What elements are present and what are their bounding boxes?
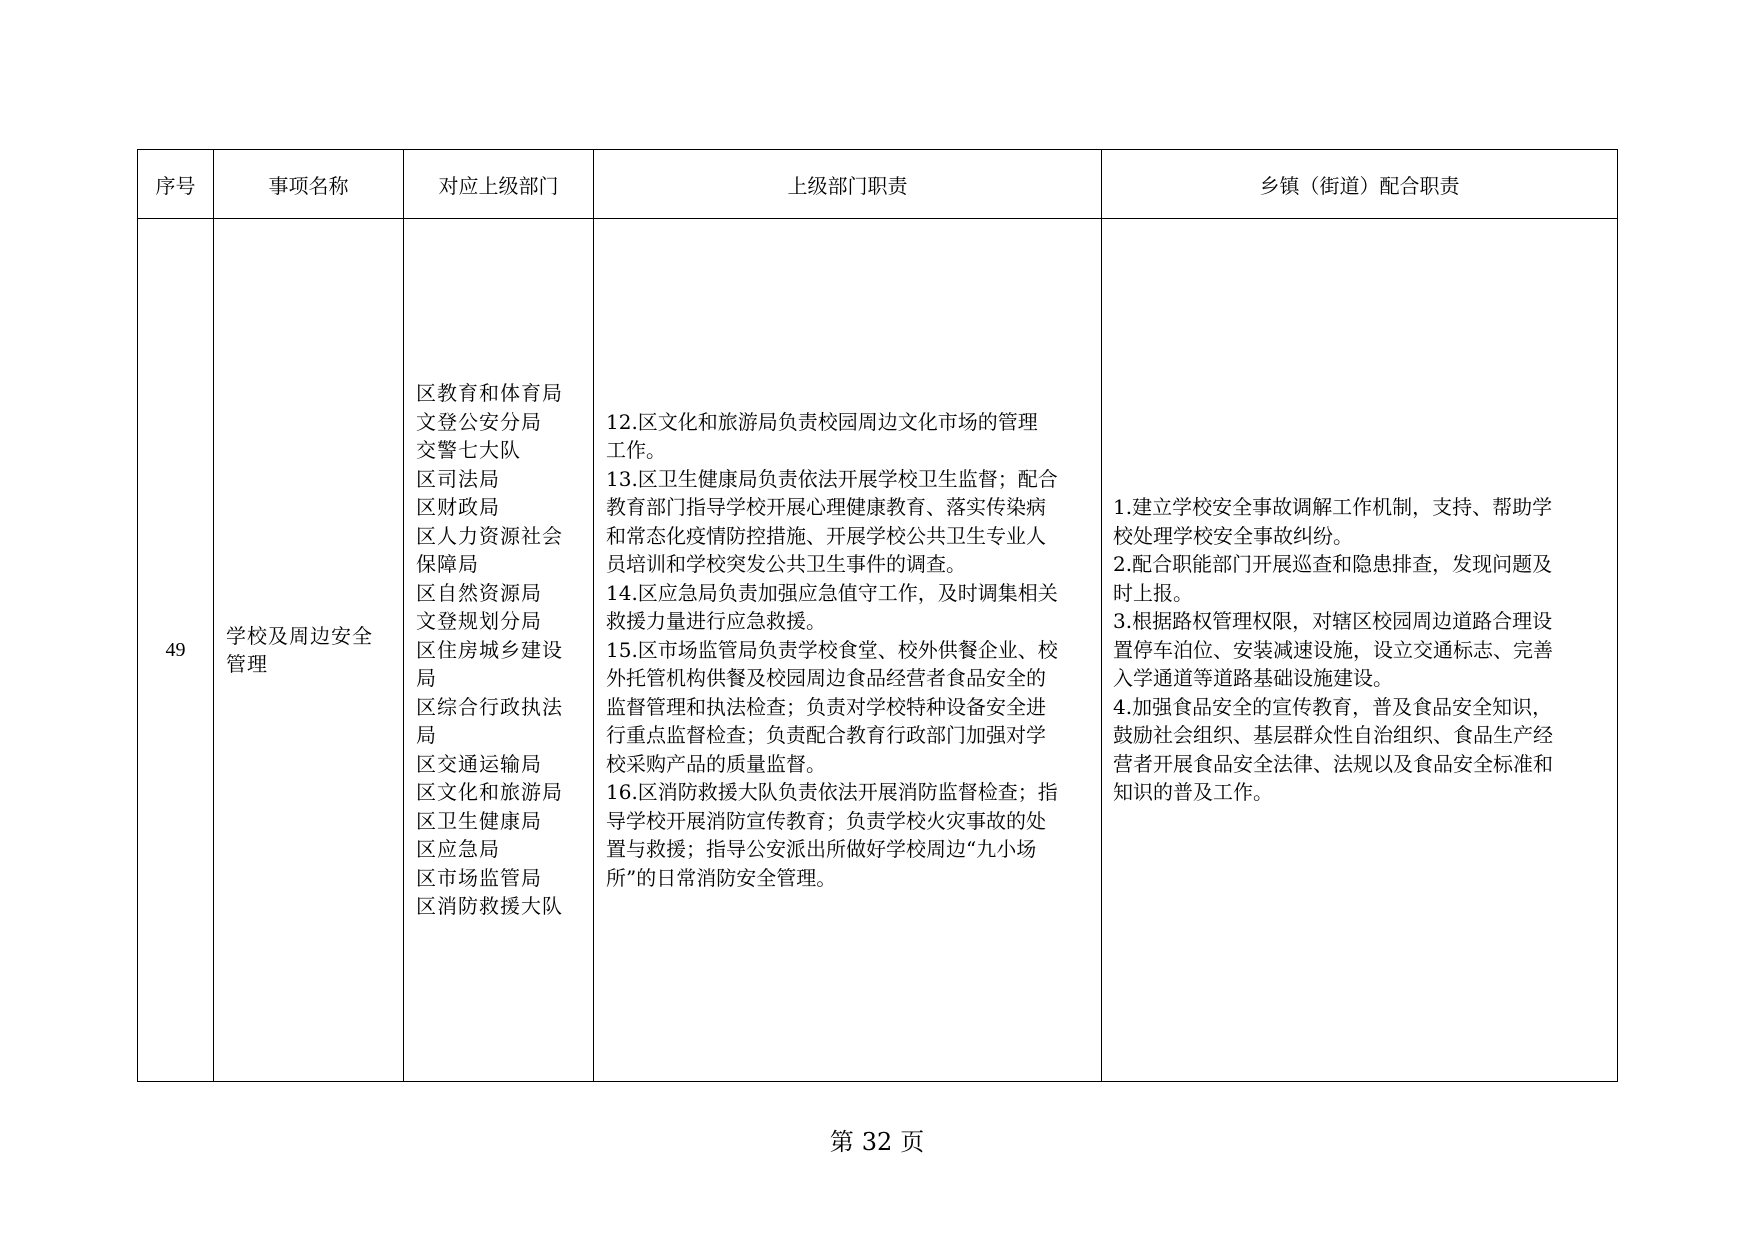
page-number: [0, 1122, 1754, 1157]
duty-line: 员培训和学校突发公共卫生事件的调查。: [606, 552, 966, 577]
duty-line: 救援力量进行应急救援。: [606, 609, 826, 634]
duty-line: 外托管机构供餐及校园周边食品经营者食品安全的: [606, 666, 1046, 691]
town-duty-line: 2.配合职能部门开展巡查和隐患排查，发现问题及: [1113, 552, 1553, 577]
dept-line: 交警七大队: [416, 438, 521, 463]
row-index: 49: [138, 219, 214, 1082]
town-duty-line: 知识的普及工作。: [1113, 780, 1273, 805]
header-town-duties: 乡镇（街道）配合职责: [1102, 150, 1618, 219]
duty-line: 工作。: [606, 438, 666, 463]
dept-line: 区卫生健康局: [416, 808, 542, 833]
dept-line: 区市场监管局: [416, 865, 542, 890]
duty-line: 16.区消防救援大队负责依法开展消防监督检查；指: [606, 780, 1058, 805]
town-duty-line: 3.根据路权管理权限，对辖区校园周边道路合理设: [1113, 609, 1553, 634]
duty-line: 12.区文化和旅游局负责校园周边文化市场的管理: [606, 409, 1038, 434]
dept-line: 区自然资源局: [416, 580, 542, 605]
item-name-line: 学校及周边安全: [226, 623, 373, 648]
dept-line: 局: [416, 723, 437, 748]
dept-line: 局: [416, 666, 437, 691]
duty-line: 监督管理和执法检查；负责对学校特种设备安全进: [606, 694, 1046, 719]
duty-line: 和常态化疫情防控措施、开展学校公共卫生专业人: [606, 523, 1046, 548]
town-duty-line: 1.建立学校安全事故调解工作机制，支持、帮助学: [1113, 495, 1553, 520]
page-number-value: 32: [861, 1128, 893, 1156]
duty-line: 校采购产品的质量监督。: [606, 751, 826, 776]
dept-line: 区应急局: [416, 837, 500, 862]
duty-line: 14.区应急局负责加强应急值守工作，及时调集相关: [606, 580, 1058, 605]
header-upper-dept: 对应上级部门: [404, 150, 594, 219]
page-number-prefix: 第: [829, 1128, 854, 1156]
dept-line: 区财政局: [416, 495, 500, 520]
header-upper-duties: 上级部门职责: [594, 150, 1102, 219]
duty-line: 导学校开展消防宣传教育；负责学校火灾事故的处: [606, 808, 1046, 833]
row-upper-duties: [594, 219, 1102, 1082]
page-number-suffix: 页: [900, 1128, 925, 1156]
town-duty-line: 鼓励社会组织、基层群众性自治组织、食品生产经: [1113, 723, 1553, 748]
header-item-name: 事项名称: [214, 150, 404, 219]
town-duty-line: 时上报。: [1113, 580, 1193, 605]
dept-line: 区司法局: [416, 466, 500, 491]
dept-line: 文登规划分局: [416, 609, 542, 634]
item-name-line: 管理: [226, 652, 268, 676]
town-duty-line: 4.加强食品安全的宣传教育，普及食品安全知识，: [1113, 694, 1553, 719]
dept-line: 区交通运输局: [416, 751, 542, 776]
duty-line: 15.区市场监管局负责学校食堂、校外供餐企业、校: [606, 637, 1058, 662]
duty-line: 13.区卫生健康局负责依法开展学校卫生监督；配合: [606, 466, 1058, 491]
dept-line: 保障局: [416, 552, 479, 577]
dept-line: 区综合行政执法: [416, 694, 563, 719]
row-item-name: [214, 219, 404, 1082]
town-duty-line: 置停车泊位、安装减速设施，设立交通标志、完善: [1113, 637, 1553, 662]
row-town-duties: [1102, 219, 1618, 1082]
header-index: 序号: [138, 150, 214, 219]
duty-line: 置与救援；指导公安派出所做好学校周边“九小场: [606, 837, 1037, 862]
responsibility-table: [137, 149, 1618, 1082]
dept-line: 区消防救援大队: [416, 894, 563, 919]
duty-line: 行重点监督检查；负责配合教育行政部门加强对学: [606, 723, 1046, 748]
dept-line: 文登公安分局: [416, 409, 542, 434]
town-duty-line: 营者开展食品安全法律、法规以及食品安全标准和: [1113, 751, 1553, 776]
town-duty-line: 校处理学校安全事故纠纷。: [1113, 523, 1353, 548]
table-row: [138, 219, 1618, 1082]
dept-line: 区人力资源社会: [416, 523, 563, 548]
town-duty-line: 入学通道等道路基础设施建设。: [1113, 666, 1393, 691]
row-upper-dept-list: [404, 219, 594, 1082]
table-header-row: [138, 150, 1618, 219]
dept-line: 区教育和体育局: [416, 381, 563, 406]
duty-line: 教育部门指导学校开展心理健康教育、落实传染病: [606, 495, 1046, 520]
dept-line: 区住房城乡建设: [416, 637, 563, 662]
dept-line: 区文化和旅游局: [416, 780, 563, 805]
duty-line: 所”的日常消防安全管理。: [606, 865, 837, 890]
